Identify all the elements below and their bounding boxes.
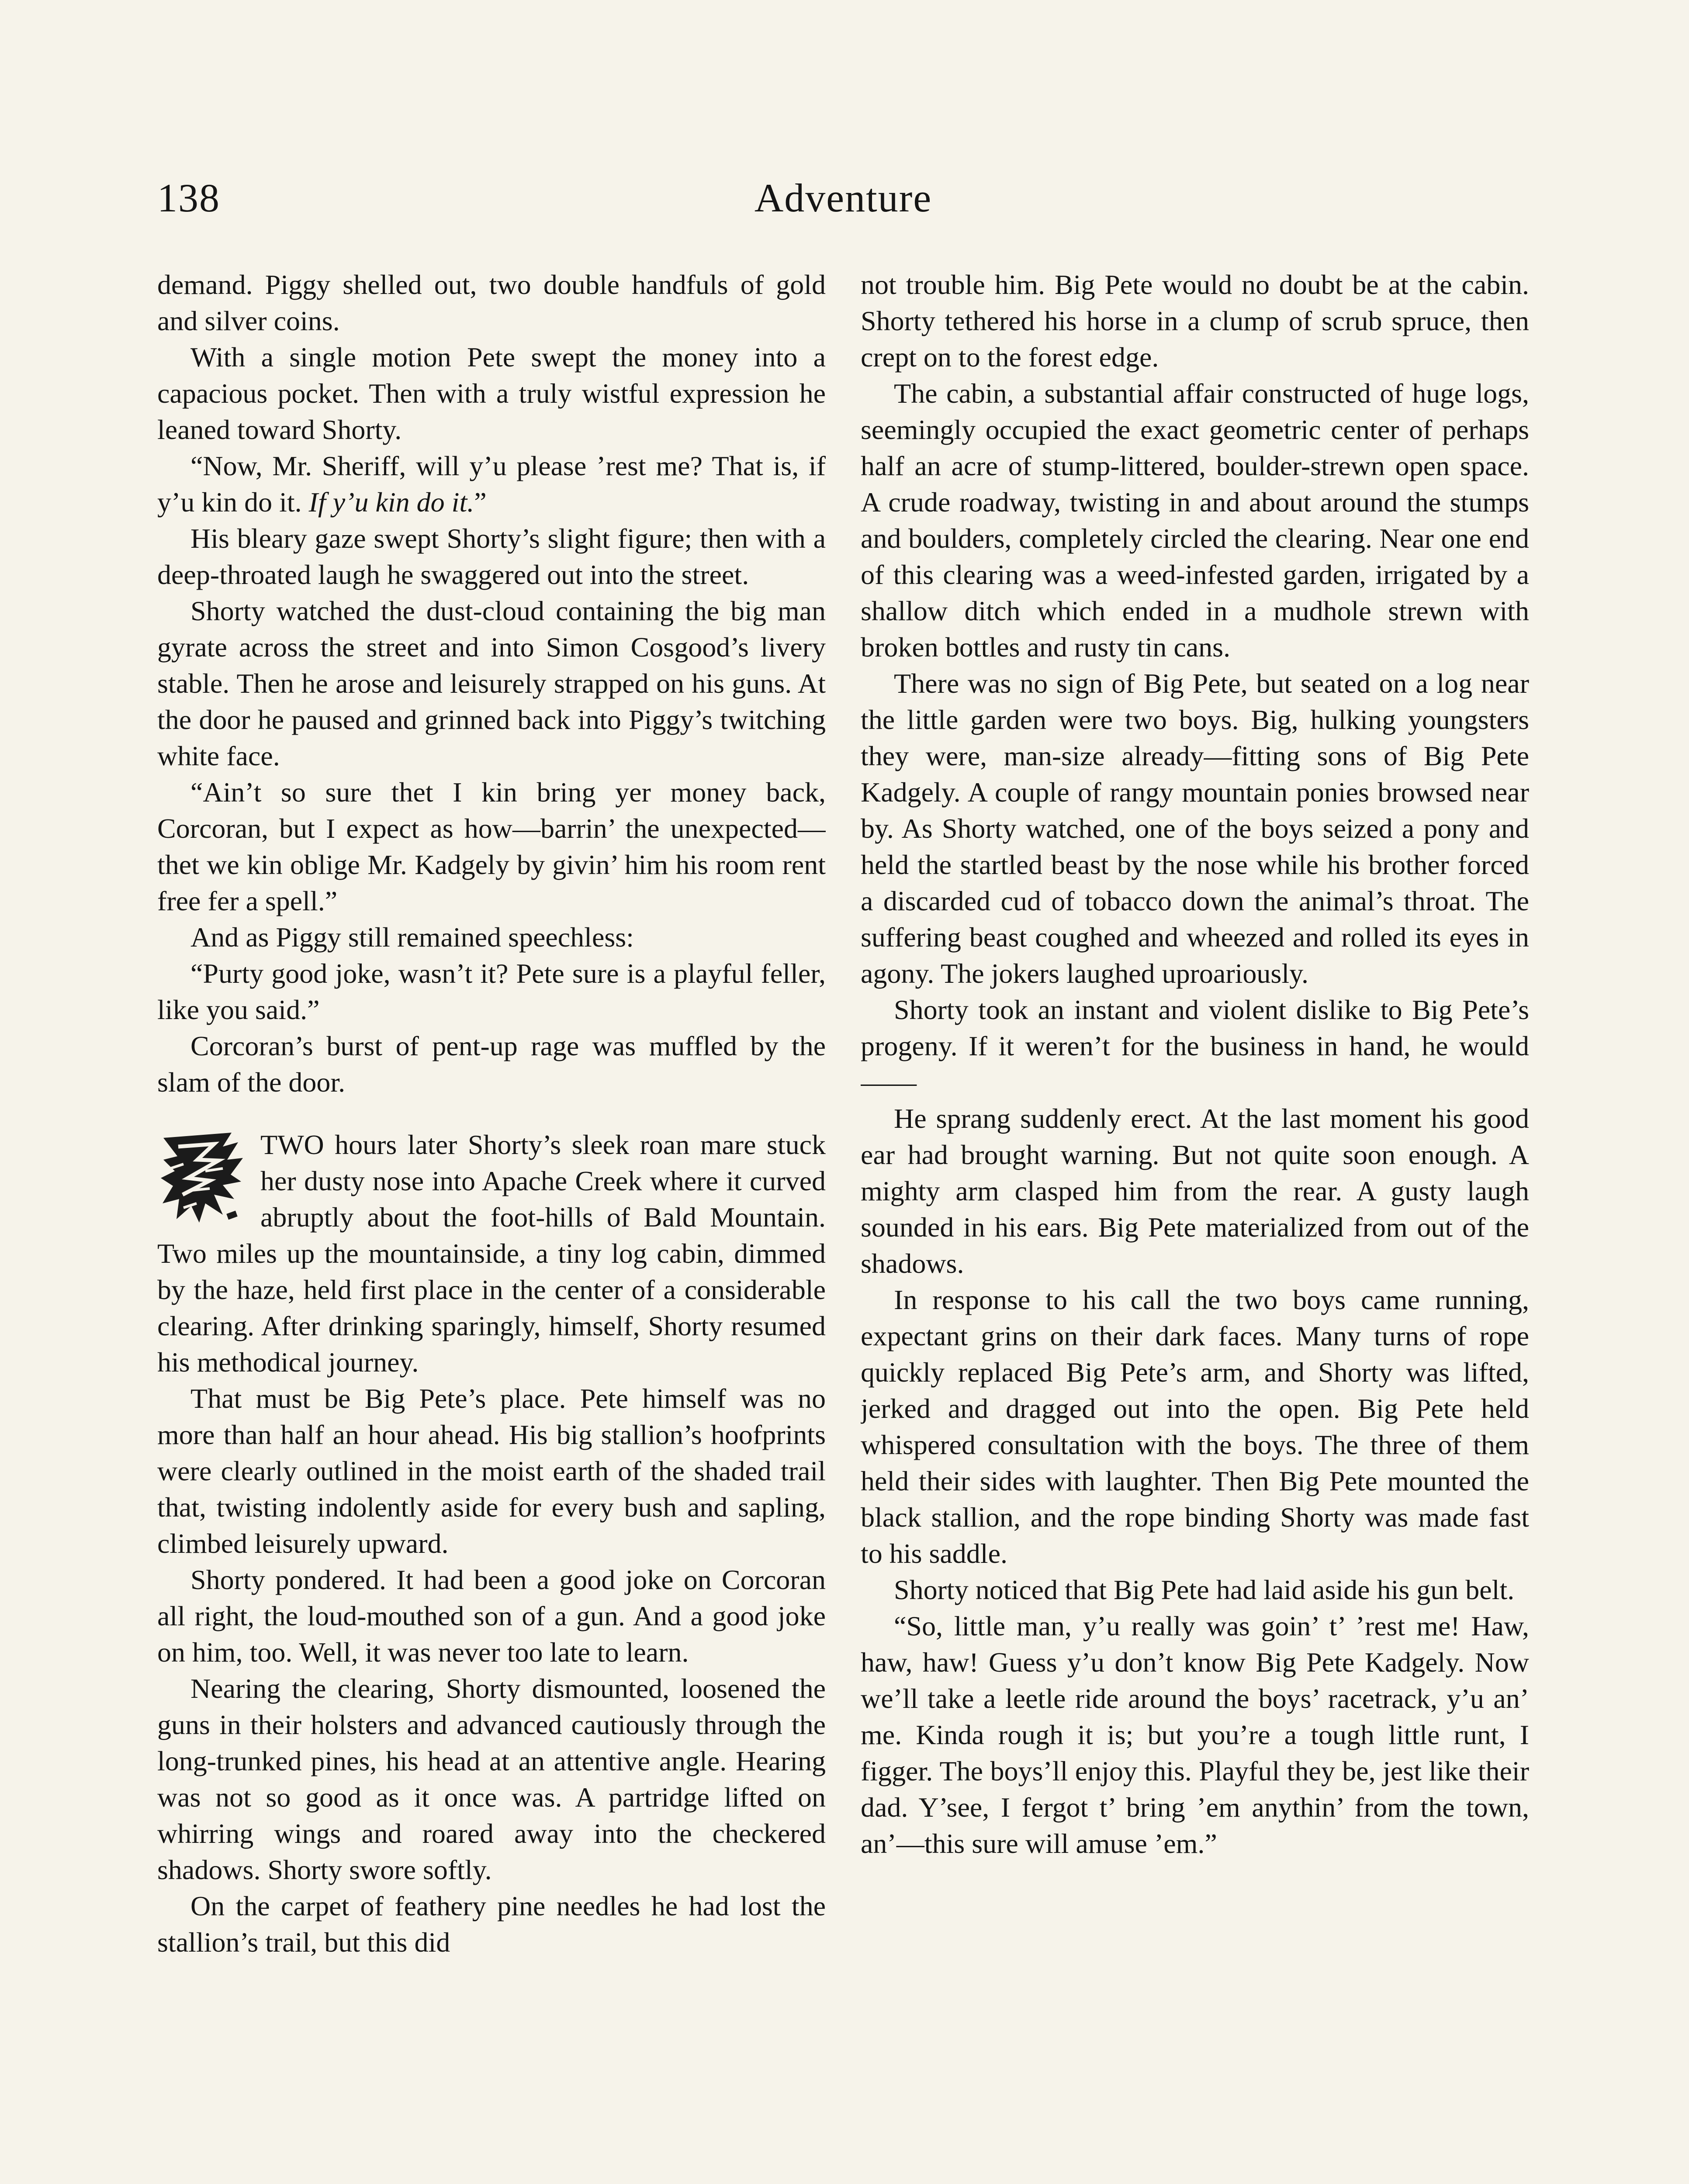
paragraph: On the carpet of feathery pine needles he had lost the stallion’s trail, but this did	[157, 1890, 826, 1958]
paragraph: Nearing the clearing, Shorty dismounted, loosened the guns in their holsters and advanced cautiously through the long-trunked pines, his head at an attentive angle. Hearing was not so good as it once was. A partridge lifted on whirring wings and roared away into the checkered shadows. Shorty swore softly.	[157, 1673, 826, 1885]
page-header	[157, 175, 1529, 236]
paragraph: “Ain’t so sure thet I kin bring yer money back, Corcoran, but I expect as how—barrin’ the unexpected—thet we kin oblige Mr. Kadgely by givin’ him his room rent free fer a spell.”	[157, 777, 826, 916]
left-column	[157, 266, 826, 2184]
paragraph: With a single motion Pete swept the money into a capacious pocket. Then with a truly wistful expression he leaned toward Shorty.	[157, 342, 826, 445]
paragraph	[157, 448, 826, 520]
paragraph: Shorty watched the dust-cloud containing the big man gyrate across the street and into Simon Cosgood’s livery stable. Then he arose and leisurely strapped on his guns. At the door he paused and grinned back into Piggy’s twitching white face.	[157, 595, 826, 771]
paragraph: not trouble him. Big Pete would no doubt be at the cabin. Shorty tethered his horse in a clump of scrub spruce, then crept on to the forest edge.	[861, 269, 1529, 373]
paragraph: Corcoran’s burst of pent-up rage was muffled by the slam of the door.	[157, 1030, 826, 1098]
paragraph: He sprang suddenly erect. At the last moment his good ear had brought warning. But not quite soon enough. A mighty arm clasped him from the rear. A gusty laugh sounded in his ears. Big Pete materialized from out of the shadows.	[861, 1103, 1529, 1279]
paragraph: Shorty pondered. It had been a good joke on Corcoran all right, the loud-mouthed son of a gun. And a good joke on him, too. Well, it was never too late to learn.	[157, 1564, 826, 1668]
paragraph: The cabin, a substantial affair constructed of huge logs, seemingly occupied the exact geometric center of perhaps half an acre of stump-littered, boulder-strewn open space. A crude roadway, twisting in and about around the stumps and boulders, completely circled the clearing. Near one end of this clearing was a weed-infested garden, irrigated by a shallow ditch which ended in a mudhole strewn with broken bottles and rusty tin cans.	[861, 378, 1529, 663]
paragraph-text: “Now, Mr. Sheriff, will y’u please ’rest me? That is, if y’u kin do it.	[157, 450, 826, 518]
paragraph: demand. Piggy shelled out, two double handfuls of gold and silver coins.	[157, 269, 826, 336]
paragraph: Shorty took an instant and violent dislike to Big Pete’s progeny. If it weren’t for the business in hand, he would——	[861, 994, 1529, 1098]
italic-text: If y’u kin do it.	[308, 487, 474, 518]
paragraph: “So, little man, y’u really was goin’ t’ ’rest me! Haw, haw, haw! Guess y’u don’t know Big Pete Kadgely. Now we’ll take a leetle ride around the boys’ racetrack, y’u an’ me. Kinda rough it is; but you’re a tough little runt, I figger. The boys’ll enjoy this. Playful they be, jest like their dad. Y’see, I fergot t’ bring ’em anythin’ from the town, an’—this sure will amuse ’em.”	[861, 1610, 1529, 1859]
running-head: Adventure	[754, 176, 932, 220]
paragraph: In response to his call the two boys came running, expectant grins on their dark faces. Many turns of rope quickly replaced Big Pete’s arm, and Shorty was lifted, jerked and dragged out into the open. Big Pete held whispered consultation with the boys. The three of them held their sides with laughter. Then Big Pete mounted the black stallion, and the rope binding Shorty was made fast to his saddle.	[861, 1284, 1529, 1569]
paragraph: His bleary gaze swept Shorty’s slight figure; then with a deep-throated laugh he swaggered out into the street.	[157, 523, 826, 590]
paragraph: “Purty good joke, wasn’t it? Pete sure is a playful feller, like you said.”	[157, 958, 826, 1025]
section-break	[157, 1100, 826, 1127]
paragraph: TWO hours later Shorty’s sleek roan mare stuck her dusty nose into Apache Creek where it curved abruptly about the foot-hills of Bald Mountain. Two miles up the mountainside, a tiny log cabin, dimmed by the haze, held first place in the center of a considerable clearing. After drinking sparingly, himself, Shorty resumed his methodical journey.	[157, 1129, 826, 1378]
paragraph: That must be Big Pete’s place. Pete himself was no more than half an hour ahead. His big stallion’s hoofprints were clearly outlined in the moist earth of the shaded trail that, twisting indolently aside for every bush and sapling, climbed leisurely upward.	[157, 1383, 826, 1559]
woodcut-dropcap-icon	[157, 1129, 249, 1230]
right-column	[861, 266, 1529, 2184]
paragraph-text: ”	[474, 487, 487, 518]
page-number: 138	[157, 176, 220, 220]
paragraph: And as Piggy still remained speechless:	[190, 922, 634, 953]
drop-cap-paragraph	[157, 1127, 826, 1380]
paragraph: Shorty noticed that Big Pete had laid aside his gun belt.	[894, 1574, 1515, 1605]
paragraph: There was no sign of Big Pete, but seated on a log near the little garden were two boys. Big, hulking youngsters they were, man-size already—fitting sons of Big Pete Kadgely. A couple of rangy mountain ponies browsed near by. As Shorty watched, one of the boys seized a pony and held the startled beast by the nose while his brother forced a discarded cud of tobacco down the animal’s throat. The suffering beast coughed and wheezed and rolled its eyes in agony. The jokers laughed uproariously.	[861, 668, 1529, 989]
